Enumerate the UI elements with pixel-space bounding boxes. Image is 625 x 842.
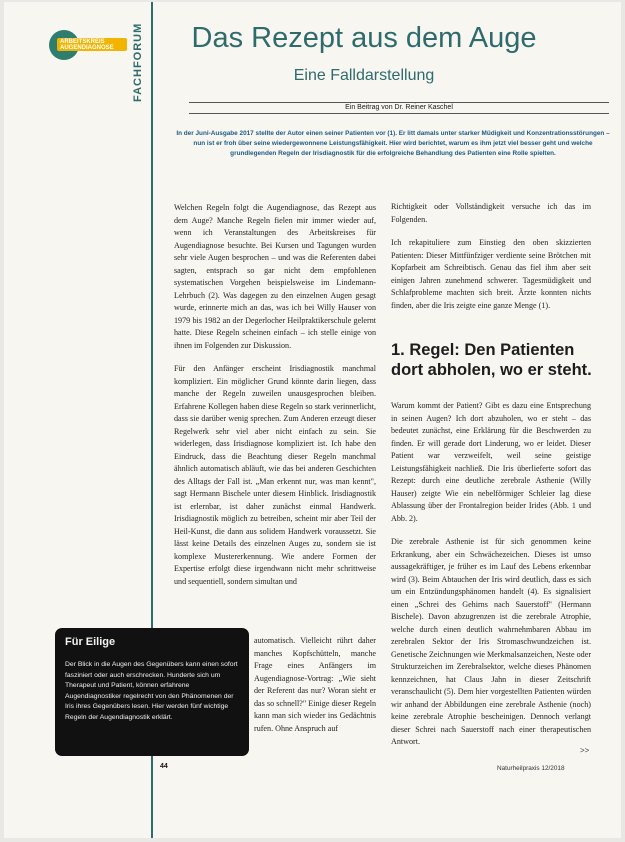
paragraph: Ich rekapituliere zum Einstieg den oben skizzierten Patienten: Dieser Mittfünfziger verdiente seine Brötchen mit Kopfarbeit am Schreibtisch. Genau das fiel ihm aber seit einigen Jahren zunehmend schwerer. Tagesmüdigkeit und Schlafprobleme machten sich breit. Ärzte konnten nichts finden, aber die Iris zeigte eine ganze Menge (1).: [391, 238, 591, 310]
logo-line2: AUGENDIAGNOSE: [60, 45, 114, 51]
paragraph: automatisch. Vielleicht rührt daher manches Kopfschütteln, manche Frage eines Anfängers im Augendiagnose-Vortrag: „Wie sieht der Referent das nur? Woran sieht er das so schnell?" Einige dieser Regeln kann man sich wieder ins Gedächtnis rufen. Ohne Anspruch auf: [254, 636, 376, 733]
logo-band: [57, 38, 127, 51]
article-title: Das Rezept aus dem Auge: [191, 22, 537, 54]
summary-title: Für Eilige: [65, 636, 116, 648]
arbeitskreis-logo: [49, 30, 127, 62]
article-subtitle: Eine Falldarstellung: [293, 67, 435, 84]
summary-text: Der Blick in die Augen des Gegenübers kann einen sofort fasziniert oder auch erschrecken. Hunderte sich um Therapeut und Patient, können erfahrene Augendiagnostiker regelrecht von den Phänomenen der Iris ihres Gegenübers lesen. Hier werden fünf wichtige Regeln der Augendiagnostik erklärt.: [65, 661, 238, 721]
section-label: FACHFORUM: [132, 22, 144, 102]
column-2-lower: [391, 400, 591, 760]
paragraph: Welchen Regeln folgt die Augendiagnose, das Rezept aus dem Auge? Manche Regeln fielen mir immer wieder auf, wenn ich Veranstaltungen des Arbeitskreises für Augendiagnose besuchte. Bei Kursen und Tagungen wurden sehr viele Augen besprochen – und was die Referenten dabei sagten, entsprach so gar nicht dem empfohlenen systematischen Vorgehen beispielsweise im Lindemann-Lehrbuch (2). Was dagegen zu den einzelnen Augen gesagt wurde, erinnerte mich an das, was ich bei Willy Hauser von 1979 bis 1982 an der Degerlocher Heilpraktikerschule gelernt hatte. Diese Regeln scheinen einfach – ich stelle einige von ihnen im Folgenden zur Diskussion.: [174, 203, 376, 350]
paragraph: Für den Anfänger erscheint Irisdiagnostik manchmal kompliziert. Ein möglicher Grund könnte darin liegen, dass manche der Regeln zuweilen unausgesprochen bleiben. Erfahrene Kollegen haben diese Regeln so stark verinnerlicht, dass sie darüber wenig sprechen. Zum Anderen erzeugt dieser Regelwerk sehr viel aber nicht einfach zu sein. Sie widerlegen, dass Irisdiagnose kompliziert ist. Ich habe den Eindruck, dass die Beachtung dieser Regeln manchmal ähnlich automatisch abläuft, wie das bei anderen Geschichten des Alltags der Fall ist. „Man erkennt nur, was man kennt", sagt Hermann Bischele unter diesem Hinblick. Irisdiagnostik ist erlernbar, ist daher zunächst einmal Handwerk. Irisdiagnostik möglich zu betreiben, scheint mir aber Teil der Heil-Kunst, die dann aus solidem Handwerk voraussetzt. Sie lässt keine Details des einzelnen Auges zu, sondern sie ist komplexe Mustererkennung. Wie andere Formen der Expertise erfolgt diese irgendwann nicht mehr schrittweise und sequentiell, sondern simultan und: [174, 364, 376, 586]
journal-issue: Naturheilpraxis 12/2018: [497, 765, 565, 772]
page-number: 44: [160, 763, 168, 770]
continue-marker: >>: [580, 746, 590, 755]
column-1: [174, 202, 376, 599]
paragraph: Warum kommt der Patient? Gibt es dazu eine Entsprechung in seinen Augen? Ich dort abzuholen, wo er steht – das bedeutet zunächst, eine Erklärung für die Beschwerden zu finden. Er will gerade dort Linderung, wo er leidet. Dieser Patient war verzweifelt, weil seine geistige Leistungsfähigkeit nachließ. Die Iris überlieferte sofort das Rezept: durch eine deutliche zerebrale Asthenie (Willy Hauser) zeigte Wie ein nebelförmiger Schleier lag diese Ablassung über der Frontalregion beider Irides (Abb. 1 und Abb. 2).: [391, 401, 591, 523]
paragraph: Die zerebrale Asthenie ist für sich genommen keine Erkrankung, aber ein Schwächezeichen. Dieses ist umso aussagekräftiger, je früher es im Lauf des Lebens erkennbar wird (3). Beim Abtauchen der Iris wird deutlich, dass es sich um ein Entzündungsphänomen handelt (4). Es signalisiert einen „Schrei des Gehirns nach Sauerstoff" (Hermann Bischele). Davon abzugrenzen ist die zerebrale Atrophie, welche durch einen deutlich wahrnehmbaren Abbau im zerebralen Sektor der Iris Stromaschwundzeichen ist. Genetische Zeichnungen wie Merkmalsanzeichen, Neste oder Strukturzeichen im Zerebralsektor, welche dieses Phänomen kennzeichnen, hat Claus Jahn in dieser Zeitschrift veranschaulicht (5). Dem hier vorgestellten Patienten würden wir anhand der Abbildungen eine zerebrale Asthenie (noch) keine zerebrale Atrophie bescheinigen. Dennoch verlangt dieser Schrei nach Sauerstoff nach einer therapeutischen Antwort.: [391, 537, 592, 746]
section-heading: 1. Regel: Den Patienten dort abholen, wo er steht.: [391, 341, 592, 379]
logo-line1: ARBEITSKREIS: [60, 39, 105, 45]
magazine-page: [4, 2, 621, 838]
byline: Ein Beitrag von Dr. Reiner Kaschel: [189, 102, 609, 114]
column-1-continuation: [254, 635, 376, 746]
intro-text: In der Juni-Ausgabe 2017 stellte der Autor einen seiner Patienten vor (1). Er litt damals unter starker Müdigkeit und Konzentrationsstörungen – nun ist er froh über seine wiedergewonnene Leistungsfähigkeit. Hier wird berichtet, warum es ihm jetzt viel besser geht und welche grundlegenden Regeln der Irisdiagnostik für die erfolgreiche Behandlung des Patienten eine Rolle spielten.: [176, 130, 610, 157]
column-2: [391, 201, 591, 323]
paragraph: Richtigkeit oder Vollständigkeit versuche ich das im Folgenden.: [391, 202, 591, 224]
summary-box: [55, 628, 249, 756]
